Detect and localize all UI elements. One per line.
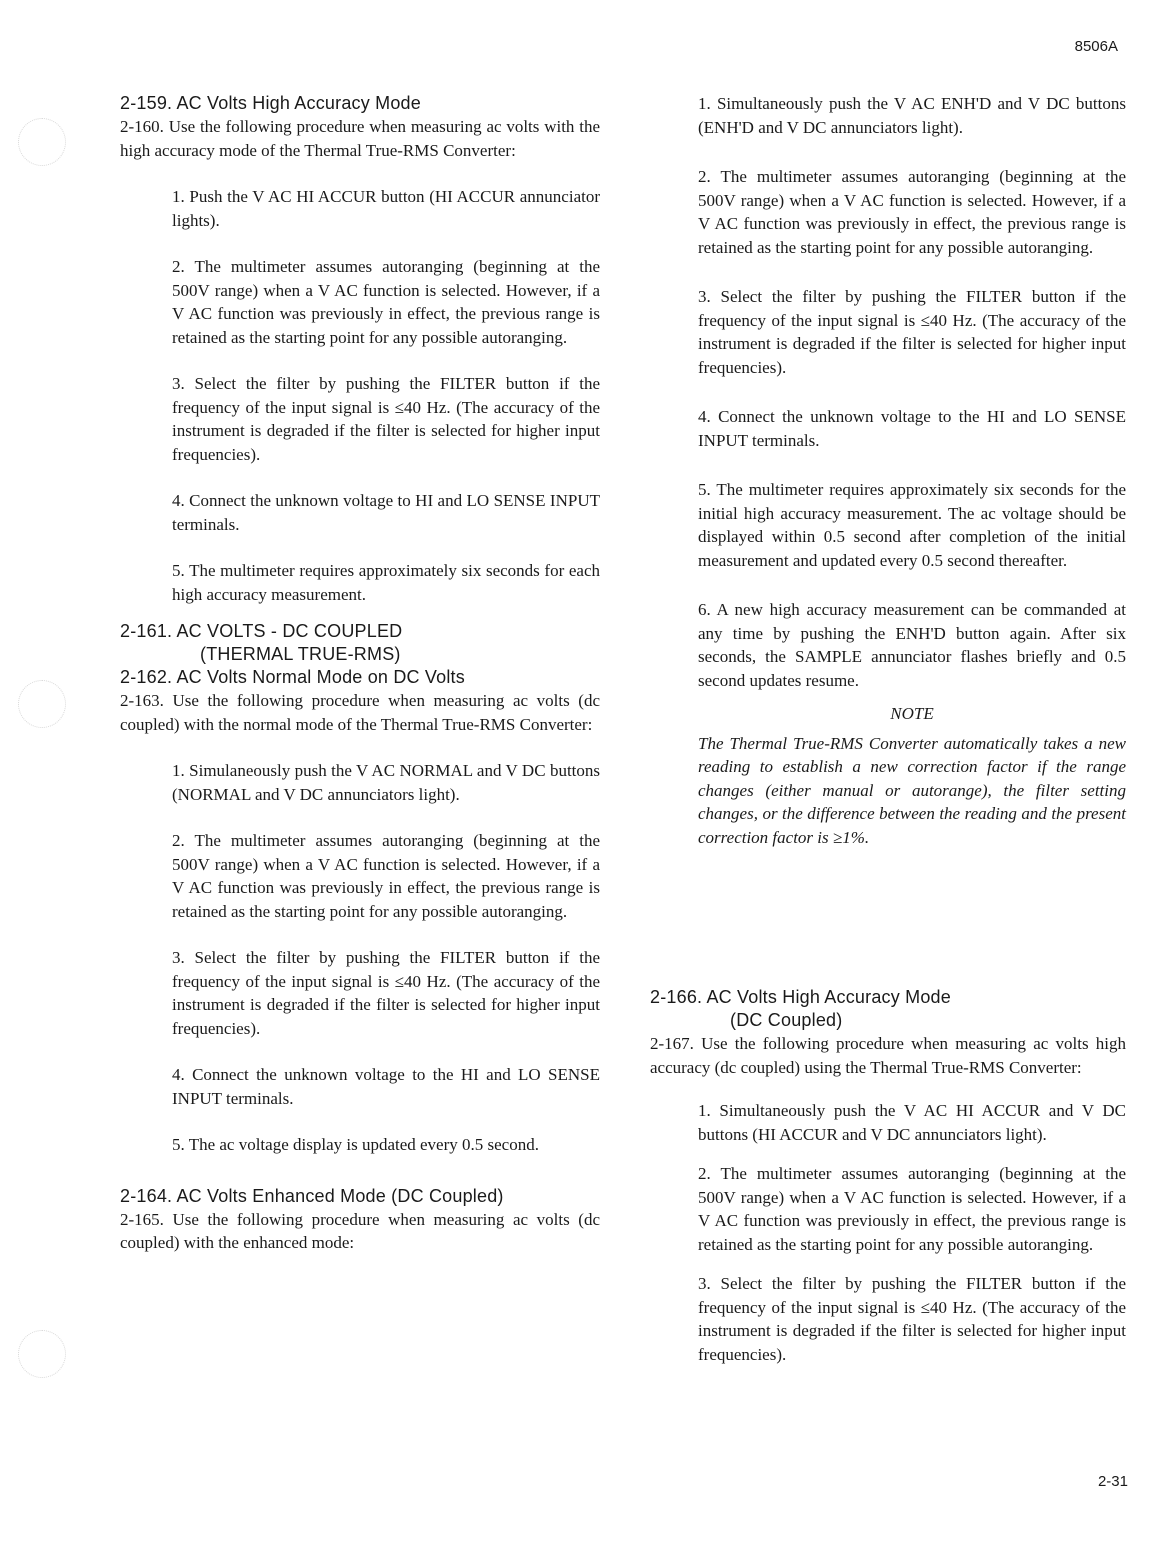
list-item: 2. The multimeter assumes autoranging (beginning at the 500V range) when a V AC function is selected. However, if a V AC function was previously in effect, the previous range is retained as the starting point for any possible autoranging. bbox=[698, 1164, 1126, 1254]
list-item: 3. Select the filter by pushing the FILTER button if the frequency of the input signal is ≤40 Hz. (The accuracy of the instrument is degraded if the filter is selected for higher input frequencies). bbox=[172, 374, 600, 464]
list-item: 4. Connect the unknown voltage to the HI and LO SENSE INPUT terminals. bbox=[698, 407, 1126, 450]
procedure-list-2-160 bbox=[172, 185, 600, 606]
heading-2-164: 2-164. AC Volts Enhanced Mode (DC Coupled) bbox=[120, 1185, 504, 1206]
list-item: 6. A new high accuracy measurement can be commanded at any time by pushing the ENH'D button again. After six seconds, the SAMPLE annunciator flashes briefly and 0.5 second updates resume. bbox=[698, 600, 1126, 690]
list-item: 4. Connect the unknown voltage to the HI and LO SENSE INPUT terminals. bbox=[172, 1065, 600, 1108]
list-item: 2. The multimeter assumes autoranging (beginning at the 500V range) when a V AC function is selected. However, if a V AC function was previously in effect, the previous range is retained as the starting point for any possible autoranging. bbox=[172, 257, 600, 347]
punch-hole bbox=[18, 118, 66, 166]
document-id: 8506A bbox=[1074, 38, 1118, 55]
left-column bbox=[120, 92, 600, 1255]
paragraph-2-163: 2-163. Use the following procedure when measuring ac volts (dc coupled) with the normal mode of the Thermal True-RMS Converter: bbox=[120, 691, 600, 734]
heading-2-159: 2-159. AC Volts High Accuracy Mode bbox=[120, 93, 421, 113]
list-item: 3. Select the filter by pushing the FILTER button if the frequency of the input signal is ≤40 Hz. (The accuracy of the instrument is degraded if the filter is selected for higher input frequencies). bbox=[172, 948, 600, 1038]
heading-2-161: 2-161. AC VOLTS - DC COUPLED (THERMAL TRUE-RMS) bbox=[120, 621, 403, 664]
list-item: 1. Simultaneously push the V AC HI ACCUR and V DC buttons (HI ACCUR and V DC annunciators light). bbox=[698, 1101, 1126, 1144]
list-item: 2. The multimeter assumes autoranging (beginning at the 500V range) when a V AC function is selected. However, if a V AC function was previously in effect, the previous range is retained as the starting point for any possible autoranging. bbox=[172, 831, 600, 921]
right-column-lower bbox=[650, 986, 1126, 1389]
note-title: NOTE bbox=[890, 704, 934, 723]
paragraph-2-165: 2-165. Use the following procedure when measuring ac volts (dc coupled) with the enhanced mode: bbox=[120, 1209, 600, 1252]
list-item: 4. Connect the unknown voltage to HI and LO SENSE INPUT terminals. bbox=[172, 491, 600, 534]
list-item: 2. The multimeter assumes autoranging (beginning at the 500V range) when a V AC function is selected. However, if a V AC function was previously in effect, the previous range is retained as the starting point for any possible autoranging. bbox=[698, 167, 1126, 257]
punch-hole bbox=[18, 1330, 66, 1378]
heading-2-166: 2-166. AC Volts High Accuracy Mode (DC Coupled) bbox=[650, 987, 951, 1030]
page-number: 2-31 bbox=[1097, 1473, 1128, 1490]
list-item: 1. Push the V AC HI ACCUR button (HI ACCUR annunciator lights). bbox=[172, 187, 600, 230]
procedure-list-2-167 bbox=[698, 1099, 1126, 1366]
list-item: 3. Select the filter by pushing the FILTER button if the frequency of the input signal is ≤40 Hz. (The accuracy of the instrument is degraded if the filter is selected for higher input frequencies). bbox=[698, 287, 1126, 377]
list-item: 5. The multimeter requires approximately six seconds for each high accuracy measurement. bbox=[172, 561, 600, 604]
list-item: 5. The ac voltage display is updated every 0.5 second. bbox=[172, 1135, 539, 1154]
heading-2-162: 2-162. AC Volts Normal Mode on DC Volts bbox=[120, 667, 465, 687]
paragraph-2-160: 2-160. Use the following procedure when measuring ac volts with the high accuracy mode of the Thermal True-RMS Converter: bbox=[120, 117, 600, 160]
right-column bbox=[698, 92, 1126, 849]
list-item: 3. Select the filter by pushing the FILTER button if the frequency of the input signal is ≤40 Hz. (The accuracy of the instrument is degraded if the filter is selected for higher input frequencies). bbox=[698, 1274, 1126, 1364]
list-item: 1. Simultaneously push the V AC ENH'D and V DC buttons (ENH'D and V DC annunciators light). bbox=[698, 94, 1126, 137]
paragraph-2-167: 2-167. Use the following procedure when measuring ac volts high accuracy (dc coupled) using the Thermal True-RMS Converter: bbox=[650, 1034, 1126, 1077]
punch-hole bbox=[18, 680, 66, 728]
list-item: 1. Simulaneously push the V AC NORMAL and V DC buttons (NORMAL and V DC annunciators light). bbox=[172, 761, 600, 804]
note-text: The Thermal True-RMS Converter automatically takes a new reading to establish a new correction factor if the range changes (either manual or autorange), the filter setting changes, or the difference between the reading and the present correction factor is ≥1%. bbox=[698, 733, 1126, 847]
procedure-list-2-163 bbox=[172, 759, 600, 1157]
list-item: 5. The multimeter requires approximately six seconds for the initial high accuracy measurement. The ac voltage should be displayed within 0.5 second after completion of the initial measurement and updated every 0.5 second thereafter. bbox=[698, 480, 1126, 570]
